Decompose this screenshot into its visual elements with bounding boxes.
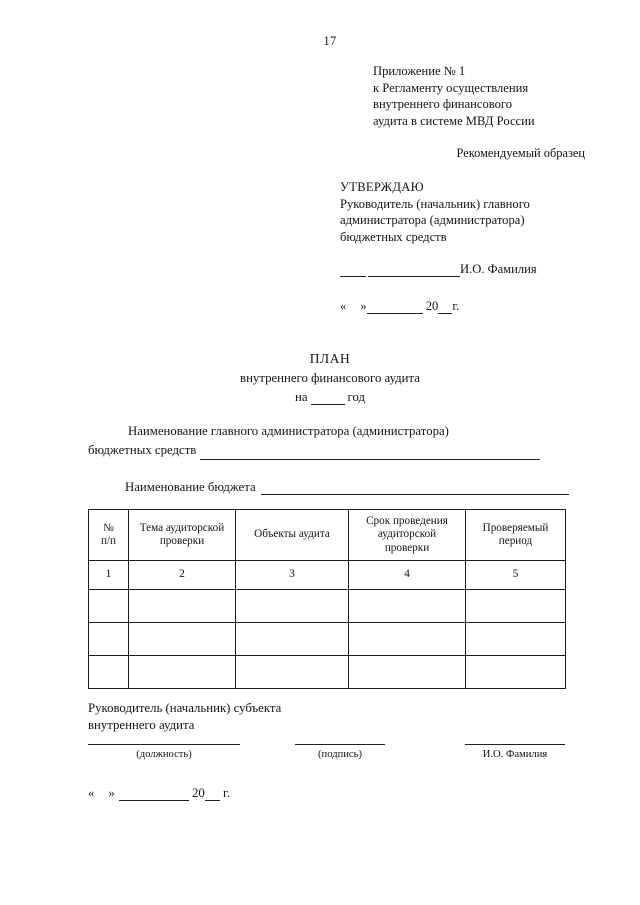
budget-field bbox=[125, 480, 569, 495]
approval-date-rule bbox=[367, 301, 423, 314]
table-row[interactable] bbox=[89, 590, 566, 623]
signature-caption-name: И.О. Фамилия bbox=[482, 749, 548, 760]
header-line: Срок проведения bbox=[366, 514, 448, 527]
signatory-line-1: Руководитель (начальник) субъекта bbox=[88, 701, 282, 715]
table-header-row bbox=[89, 510, 566, 561]
audit-plan-table bbox=[88, 509, 566, 689]
budget-label: Наименование бюджета bbox=[125, 480, 256, 494]
document-subtitle: внутреннего финансового аудита bbox=[240, 371, 420, 385]
table-cell[interactable] bbox=[236, 590, 349, 623]
table-cell[interactable] bbox=[349, 623, 466, 656]
signature-caption-sign: (подпись) bbox=[318, 749, 362, 760]
table-cell[interactable] bbox=[466, 656, 566, 689]
appendix-line-4: аудита в системе МВД России bbox=[373, 113, 535, 128]
year-prefix-label: на bbox=[294, 390, 308, 404]
table-header-cell-period bbox=[466, 510, 566, 561]
administrator-input-rule bbox=[200, 447, 540, 460]
approval-line-1: Руководитель (начальник) главного bbox=[340, 196, 530, 211]
approval-rule-long bbox=[368, 264, 460, 277]
table-cell[interactable] bbox=[349, 590, 466, 623]
table-cell[interactable] bbox=[236, 656, 349, 689]
header-line: проверки bbox=[159, 535, 205, 547]
signature-date-rule bbox=[119, 788, 189, 801]
page-number: 17 bbox=[323, 34, 337, 48]
approval-heading: УТВЕРЖДАЮ bbox=[340, 180, 424, 194]
header-line: Проверяемый bbox=[482, 521, 549, 534]
header-line: проверки bbox=[384, 541, 430, 554]
column-index: 4 bbox=[349, 561, 466, 590]
signatory-title-block bbox=[88, 700, 281, 734]
signature-date-field bbox=[88, 786, 230, 801]
appendix-line-3: внутреннего финансового bbox=[373, 97, 513, 112]
administrator-label-line2: бюджетных средств bbox=[88, 443, 197, 457]
signature-rule-position bbox=[88, 744, 240, 745]
year-suffix-label: год bbox=[347, 390, 365, 404]
signature-quote-close: » bbox=[108, 786, 115, 800]
table-cell[interactable] bbox=[129, 590, 236, 623]
signatory-line-2: внутреннего аудита bbox=[88, 718, 195, 732]
approval-line-2: администратора (администратора) bbox=[340, 213, 525, 228]
table-cell[interactable] bbox=[349, 656, 466, 689]
administrator-field bbox=[88, 422, 566, 460]
column-index: 1 bbox=[89, 561, 129, 590]
approval-rule-short bbox=[340, 264, 366, 277]
table-cell[interactable] bbox=[466, 590, 566, 623]
table-header-cell-term bbox=[349, 510, 466, 561]
signature-rule-sign bbox=[295, 744, 385, 745]
table-cell[interactable] bbox=[89, 590, 129, 623]
header-line: Объекты аудита bbox=[254, 528, 330, 541]
signature-lines-block bbox=[88, 744, 568, 774]
table-header-cell-topic bbox=[129, 510, 236, 561]
signature-year-suffix: г. bbox=[223, 786, 231, 800]
header-line: № bbox=[103, 521, 114, 534]
approval-quote-open: « bbox=[340, 299, 347, 313]
approval-quote-close: » bbox=[360, 299, 367, 313]
signature-year-rule bbox=[205, 788, 220, 801]
approval-block bbox=[340, 179, 590, 245]
column-index: 3 bbox=[236, 561, 349, 590]
header-line: Тема аудиторской bbox=[139, 521, 225, 534]
table-header-cell-number bbox=[89, 510, 129, 561]
table-cell[interactable] bbox=[129, 623, 236, 656]
administrator-line2-wrapper bbox=[88, 441, 566, 460]
signature-caption-position: (должность) bbox=[136, 749, 192, 760]
year-input-rule bbox=[311, 392, 345, 405]
signature-year-prefix: 20 bbox=[192, 786, 205, 800]
signature-quote-open: « bbox=[88, 786, 95, 800]
approval-date-field bbox=[340, 299, 459, 317]
signature-rule-name bbox=[465, 744, 565, 745]
approval-year-rule bbox=[438, 301, 452, 314]
table-cell[interactable] bbox=[89, 656, 129, 689]
table-cell[interactable] bbox=[236, 623, 349, 656]
appendix-line-1: Приложение № 1 bbox=[373, 64, 466, 78]
sample-note: Рекомендуемый образец bbox=[456, 146, 585, 160]
table-row[interactable] bbox=[89, 656, 566, 689]
approval-year-prefix: 20 bbox=[425, 299, 439, 313]
header-line: аудиторской bbox=[377, 528, 437, 541]
appendix-line-2: к Регламенту осуществления bbox=[373, 80, 529, 95]
header-line: п/п bbox=[100, 535, 117, 547]
table-header-cell-objects bbox=[236, 510, 349, 561]
approval-year-suffix: г. bbox=[452, 299, 460, 313]
approval-signature-field bbox=[340, 262, 585, 280]
table-cell[interactable] bbox=[466, 623, 566, 656]
header-line: период bbox=[498, 535, 533, 547]
table-column-number-row bbox=[89, 561, 566, 590]
appendix-reference-block bbox=[373, 63, 623, 129]
budget-input-rule bbox=[261, 482, 569, 495]
document-title: ПЛАН bbox=[309, 351, 351, 366]
table-cell[interactable] bbox=[89, 623, 129, 656]
approval-line-3: бюджетных средств bbox=[340, 229, 447, 244]
approval-name-placeholder: И.О. Фамилия bbox=[460, 262, 537, 276]
document-year-field bbox=[0, 390, 640, 405]
table-cell[interactable] bbox=[129, 656, 236, 689]
table-row[interactable] bbox=[89, 623, 566, 656]
administrator-label-line1: Наименование главного администратора (администратора) bbox=[128, 424, 449, 438]
column-index: 2 bbox=[129, 561, 236, 590]
column-index: 5 bbox=[466, 561, 566, 590]
